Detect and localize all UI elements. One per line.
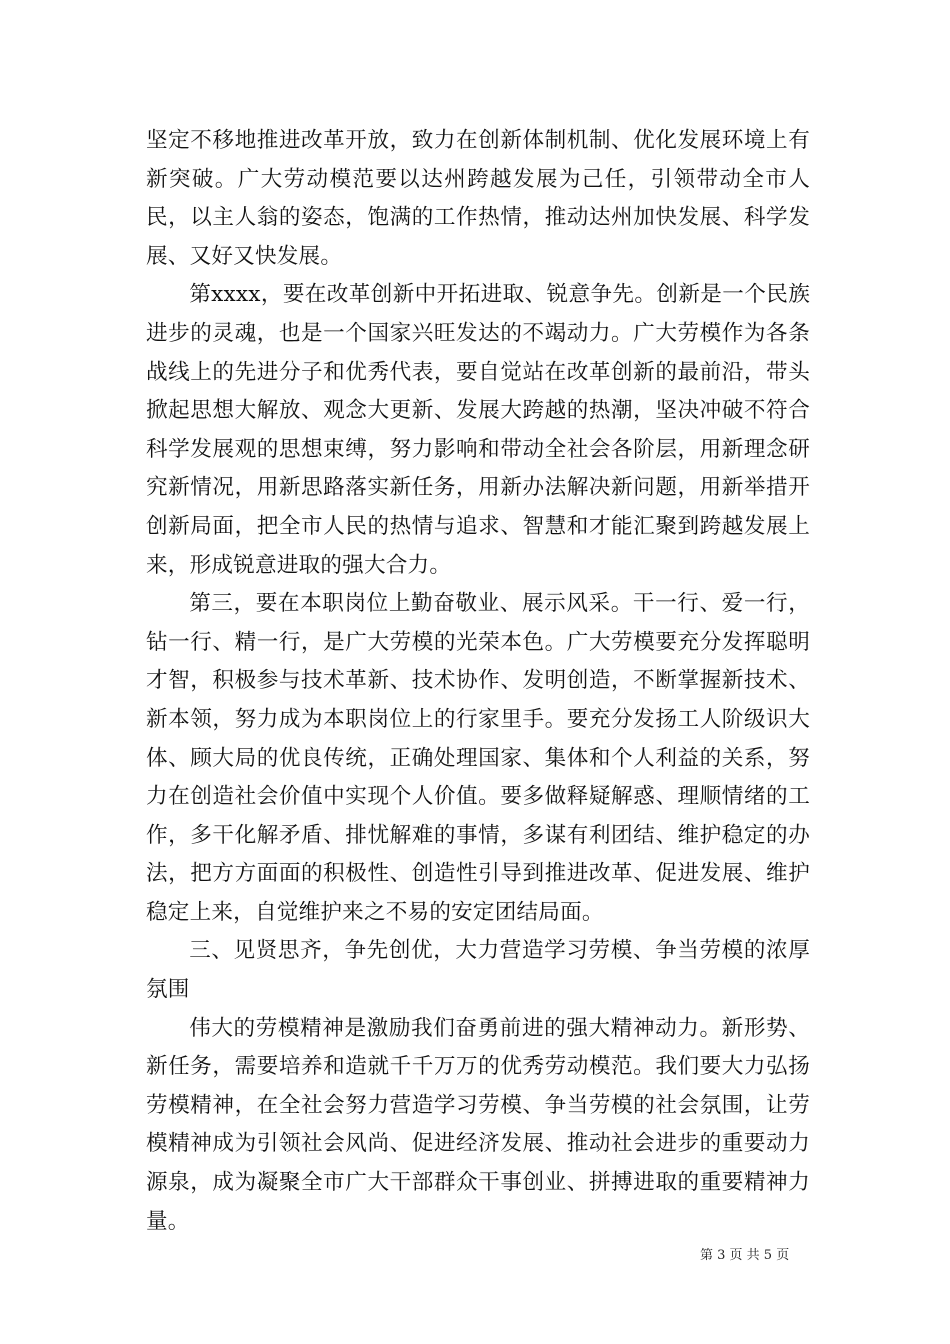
body-text xyxy=(146,122,810,1241)
paragraph-2: 第xxxx，要在改革创新中开拓进取、锐意争先。创新是一个民族进步的灵魂，也是一个国家兴旺发达的不竭动力。广大劳模作为各条战线上的先进分子和优秀代表，要自觉站在改革创新的最前沿，带头掀起思想大解放、观念大更新、发展大跨越的热潮，坚决冲破不符合科学发展观的思想束缚，努力影响和带动全社会各阶层，用新理念研究新情况，用新思路落实新任务，用新办法解决新问题，用新举措开创新局面，把全市人民的热情与追求、智慧和才能汇聚到跨越发展上来，形成锐意进取的强大合力。 xyxy=(146,282,810,578)
paragraph-1: 坚定不移地推进改革开放，致力在创新体制机制、优化发展环境上有新突破。广大劳动模范要以达州跨越发展为己任，引领带动全市人民，以主人翁的姿态，饱满的工作热情，推动达州加快发展、科学发展、又好又快发展。 xyxy=(146,128,810,269)
paragraph-3: 第三，要在本职岗位上勤奋敬业、展示风采。干一行、爱一行，钻一行、精一行，是广大劳模的光荣本色。广大劳模要充分发挥聪明才智，积极参与技术革新、技术协作、发明创造，不断掌握新技术、新本领，努力成为本职岗位上的行家里手。要充分发扬工人阶级识大体、顾大局的优良传统，正确处理国家、集体和个人利益的关系，努力在创造社会价值中实现个人价值。要多做释疑解惑、理顺情绪的工作，多干化解矛盾、排忧解难的事情，多谋有利团结、维护稳定的办法，把方方面面的积极性、创造性引导到推进改革、促进发展、维护稳定上来，自觉维护来之不易的安定团结局面。 xyxy=(146,591,810,925)
page-number: 第 3 页 共 5 页 xyxy=(700,1248,790,1263)
paragraph-5: 伟大的劳模精神是激励我们奋勇前进的强大精神动力。新形势、新任务，需要培养和造就千千万万的优秀劳动模范。我们要大力弘扬劳模精神，在全社会努力营造学习劳模、争当劳模的社会氛围，让劳模精神成为引领社会风尚、促进经济发展、推动社会进步的重要动力源泉，成为凝聚全市广大干部群众干事创业、拼搏进取的重要精神力量。 xyxy=(146,1015,810,1234)
section-heading: 三、见贤思齐，争先创优，大力营造学习劳模、争当劳模的浓厚氛围 xyxy=(146,938,810,1003)
